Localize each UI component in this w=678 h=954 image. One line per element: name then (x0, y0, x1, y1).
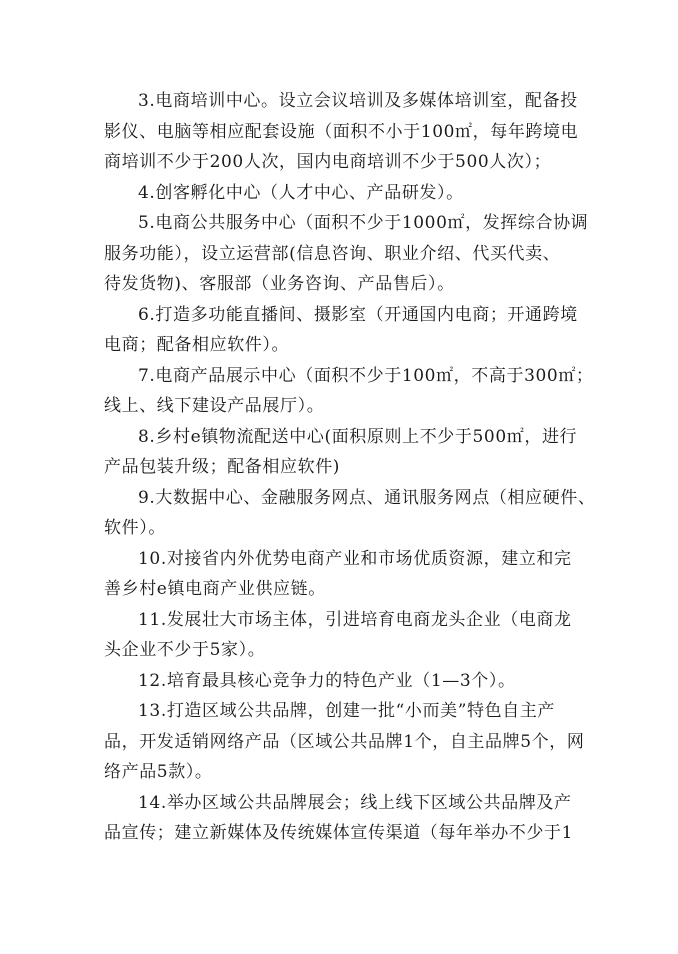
paragraph-item-12 (104, 666, 586, 697)
text-line: 5.电商公共服务中心（面积不少于1000㎡，发挥综合协调 (138, 213, 589, 233)
text-line: 12.培育最具核心竞争力的特色产业（1—3个）。 (138, 670, 516, 691)
text-line: 6.打造多功能直播间、摄影室（开通国内电商；开通跨境 (138, 304, 578, 325)
paragraph-item-5 (104, 208, 589, 300)
text-line: 11.发展壮大市场主体，引进培育电商龙头企业（电商龙 (138, 609, 572, 630)
text-line: 9.大数据中心、金融服务网点、通讯服务网点（相应硬件、 (138, 487, 596, 508)
text-line: 待发货物)、客服部（业务咨询、产品售后）。 (104, 274, 455, 294)
text-line: 软件）。 (104, 518, 166, 538)
paragraph-item-7 (104, 361, 594, 422)
paragraph-item-13 (104, 696, 586, 788)
text-line: 产品包装升级；配备相应软件) (104, 457, 341, 477)
text-line: 3.电商培训中心。设立会议培训及多媒体培训室，配备投 (138, 91, 578, 111)
text-line: 络产品5款）。 (104, 762, 213, 782)
text-line: 品，开发适销网络产品（区域公共品牌1个，自主品牌5个，网 (104, 731, 585, 752)
text-line: 电商；配备相应软件）。 (104, 335, 290, 355)
text-line: 14.举办区域公共品牌展会；线上线下区域公共品牌及产 (138, 792, 572, 813)
paragraph-item-9 (104, 483, 596, 544)
document-body (104, 86, 596, 849)
text-line: 4.创客孵化中心（人才中心、产品研发）。 (138, 182, 464, 203)
paragraph-item-6 (104, 300, 586, 361)
text-line: 善乡村e镇电商产业供应链。 (104, 579, 326, 599)
text-line: 10.对接省内外优势电商产业和市场优质资源，建立和完 (138, 548, 572, 569)
text-line: 品宣传；建立新媒体及传统媒体宣传渠道（每年举办不少于1 (104, 823, 574, 843)
text-line: 影仪、电脑等相应配套设施（面积不小于100㎡，每年跨境电 (104, 121, 579, 142)
paragraph-item-4 (104, 178, 586, 209)
paragraph-item-11 (104, 605, 586, 666)
paragraph-item-3 (104, 86, 586, 178)
text-line: 商培训不少于200人次，国内电商培训不少于500人次）； (104, 152, 552, 172)
text-line: 8.乡村e镇物流配送中心(面积原则上不少于500㎡，进行 (138, 426, 578, 447)
text-line: 线上、线下建设产品展厅）。 (104, 396, 325, 416)
text-line: 7.电商产品展示中心（面积不少于100㎡，不高于300㎡； (138, 365, 594, 386)
text-line: 13.打造区域公共品牌，创建一批“小而美”特色自主产 (138, 701, 556, 721)
text-line: 服务功能），设立运营部(信息咨询、职业介绍、代买代卖、 (104, 243, 561, 264)
paragraph-item-10 (104, 544, 586, 605)
paragraph-item-14 (104, 788, 586, 849)
paragraph-item-8 (104, 422, 586, 483)
text-line: 头企业不少于5家）。 (104, 640, 266, 660)
